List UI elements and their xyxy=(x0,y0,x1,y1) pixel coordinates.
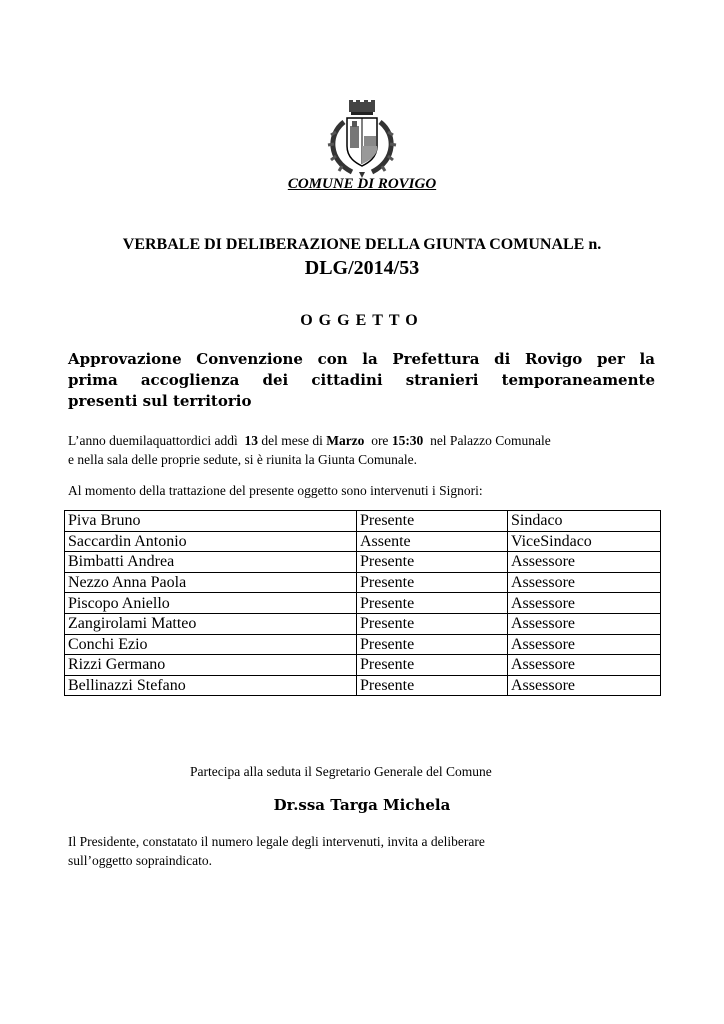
president-line2: sull’oggetto sopraindicato. xyxy=(68,853,212,868)
subject-word: la xyxy=(639,350,655,368)
table-row xyxy=(65,572,661,593)
subject-line xyxy=(68,349,655,370)
member-status: Presente xyxy=(357,675,508,696)
meeting-line2: e nella sala delle proprie sedute, si è riunita la Giunta Comunale. xyxy=(68,452,418,467)
member-name: Bellinazzi Stefano xyxy=(65,675,357,696)
table-row xyxy=(65,655,661,676)
member-role: Assessore xyxy=(508,593,661,614)
member-status: Presente xyxy=(357,655,508,676)
table-row xyxy=(65,634,661,655)
table-row xyxy=(65,675,661,696)
member-name: Rizzi Germano xyxy=(65,655,357,676)
attendance-intro: Al momento della trattazione del presente oggetto sono intervenuti i Signori: xyxy=(68,483,483,498)
city-coat-of-arms-icon xyxy=(322,100,402,180)
meeting-month: Marzo xyxy=(326,433,365,448)
document-title: VERBALE DI DELIBERAZIONE DELLA GIUNTA COMUNALE n. xyxy=(122,236,602,253)
subject-word: cittadini xyxy=(311,371,383,389)
member-status: Presente xyxy=(357,613,508,634)
table-row xyxy=(65,593,661,614)
member-role: Assessore xyxy=(508,655,661,676)
subject-word: Approvazione xyxy=(68,350,182,368)
member-name: Piva Bruno xyxy=(65,511,357,532)
member-status: Presente xyxy=(357,593,508,614)
subject-heading: OGGETTO xyxy=(300,312,424,329)
subject-word: dei xyxy=(262,371,289,389)
member-status: Presente xyxy=(357,634,508,655)
member-role: Sindaco xyxy=(508,511,661,532)
member-status: Presente xyxy=(357,511,508,532)
subject-word: stranieri xyxy=(405,371,479,389)
member-name: Piscopo Aniello xyxy=(65,593,357,614)
subject-word: temporaneamente xyxy=(501,371,655,389)
subject-word: accoglienza xyxy=(140,371,240,389)
member-name: Bimbatti Andrea xyxy=(65,552,357,573)
member-role: Assessore xyxy=(508,675,661,696)
subject-text xyxy=(68,349,655,412)
member-role: ViceSindaco xyxy=(508,531,661,552)
member-role: Assessore xyxy=(508,552,661,573)
municipality-name: COMUNE DI ROVIGO xyxy=(287,176,437,192)
member-role: Assessore xyxy=(508,634,661,655)
table-row xyxy=(65,511,661,532)
member-name: Conchi Ezio xyxy=(65,634,357,655)
member-status: Assente xyxy=(357,531,508,552)
meeting-intro: L’anno duemilaquattordici addì xyxy=(68,433,238,448)
attendance-table xyxy=(64,510,661,696)
member-role: Assessore xyxy=(508,572,661,593)
subject-word: Rovigo xyxy=(524,350,583,368)
meeting-place: nel Palazzo Comunale xyxy=(430,433,551,448)
member-status: Presente xyxy=(357,572,508,593)
member-name: Saccardin Antonio xyxy=(65,531,357,552)
subject-word: prima xyxy=(68,371,118,389)
meeting-time: 15:30 xyxy=(391,433,424,448)
member-name: Zangirolami Matteo xyxy=(65,613,357,634)
member-role: Assessore xyxy=(508,613,661,634)
subject-line xyxy=(68,391,655,412)
president-line1: Il Presidente, constatato il numero legale degli intervenuti, invita a deliberare xyxy=(68,834,485,849)
secretary-name: Dr.ssa Targa Michela xyxy=(273,796,451,814)
meeting-day: 13 xyxy=(244,433,258,448)
meeting-at: ore xyxy=(371,433,389,448)
table-row xyxy=(65,552,661,573)
subject-line xyxy=(68,370,655,391)
subject-word: di xyxy=(494,350,511,368)
president-statement xyxy=(68,832,668,870)
deliberation-number: DLG/2014/53 xyxy=(304,257,420,279)
table-row xyxy=(65,613,661,634)
table-row xyxy=(65,531,661,552)
subject-word: per xyxy=(596,350,625,368)
meeting-details xyxy=(68,431,668,469)
subject-word: Prefettura xyxy=(392,350,480,368)
subject-word: con xyxy=(317,350,348,368)
member-name: Nezzo Anna Paola xyxy=(65,572,357,593)
secretary-intro: Partecipa alla seduta il Segretario Generale del Comune xyxy=(190,764,492,779)
meeting-of-month: del mese di xyxy=(261,433,323,448)
member-status: Presente xyxy=(357,552,508,573)
subject-word: la xyxy=(362,350,378,368)
subject-word: presenti sul territorio xyxy=(68,392,252,410)
subject-word: Convenzione xyxy=(196,350,303,368)
